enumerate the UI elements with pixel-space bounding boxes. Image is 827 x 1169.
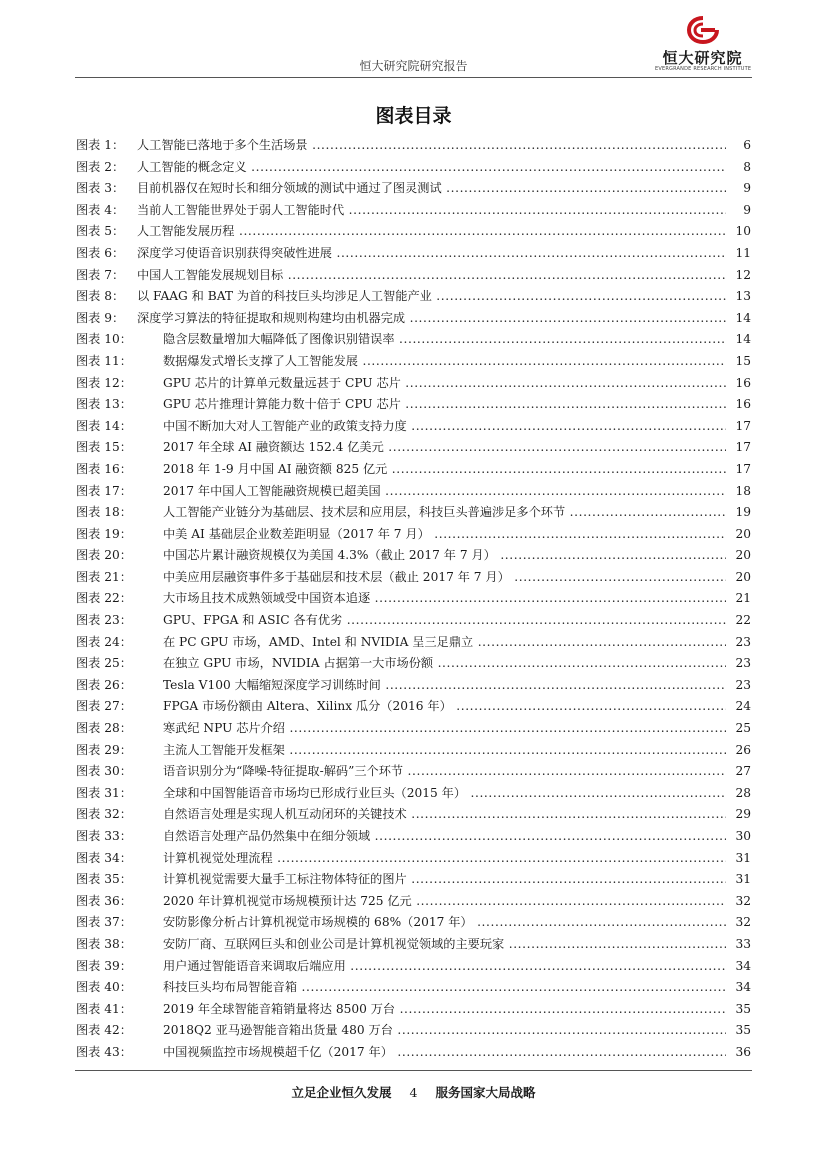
toc-entry[interactable]: [75, 632, 752, 654]
toc-entry-page: 21: [733, 588, 751, 610]
toc-entry-title: 2020 年计算机视觉市场规模预计达 725 亿元 .....: [163, 891, 726, 913]
toc-entry[interactable]: [75, 394, 752, 416]
toc-entry-title: 科技巨头均布局智能音箱 .....: [163, 977, 726, 999]
toc-entry-label: 图表 34：: [76, 850, 132, 865]
toc-entry-label: 图表 43：: [76, 1044, 132, 1059]
toc-entry[interactable]: [75, 1042, 752, 1064]
toc-entry-page: 32: [733, 912, 751, 934]
toc-entry-label: 图表 1：: [76, 138, 125, 152]
toc-entry-page: 13: [733, 286, 751, 308]
evergrande-logo-icon: [686, 16, 720, 46]
toc-entry-title: 自然语言处理产品仍然集中在细分领域 .....: [163, 826, 726, 848]
toc-entry-page: 23: [733, 675, 751, 697]
toc-entry-page: 8: [741, 157, 751, 179]
toc-entry-page: 23: [733, 653, 751, 675]
toc-entry[interactable]: [75, 243, 752, 265]
toc-entry-page: 33: [733, 934, 751, 956]
toc-entry-page: 30: [733, 826, 751, 848]
toc-entry[interactable]: [75, 178, 752, 200]
toc-entry-title: 2019 年全球智能音箱销量将达 8500 万台 .....: [163, 999, 726, 1021]
toc-entry-page: 34: [733, 956, 751, 978]
toc-entry-title: 用户通过智能语音来调取后端应用 .....: [163, 956, 726, 978]
toc-entry[interactable]: [75, 157, 752, 179]
toc-entry-label: 图表 42：: [76, 1023, 132, 1038]
toc-entry-label: 图表 19：: [76, 526, 132, 541]
footer-divider: [75, 1070, 752, 1071]
toc-entry-title: 中美应用层融资事件多于基础层和技术层（截止 2017 年 7 月） .....: [163, 567, 726, 589]
toc-entry-label: 图表 36：: [76, 893, 132, 908]
toc-entry-page: 31: [733, 848, 751, 870]
toc-entry[interactable]: [75, 588, 752, 610]
toc-entry-label: 图表 15：: [76, 440, 132, 455]
toc-entry-title: 自然语言处理是实现人机互动闭环的关键技术 .....: [163, 804, 726, 826]
toc-entry[interactable]: [75, 675, 752, 697]
toc-entry-title: 中美 AI 基础层企业数差距明显（2017 年 7 月） .....: [163, 524, 726, 546]
toc-entry-title: Tesla V100 大幅缩短深度学习训练时间 .....: [163, 675, 726, 697]
toc-entry-page: 15: [733, 351, 751, 373]
toc-entry-page: 17: [733, 437, 751, 459]
toc-entry-title: 当前人工智能世界处于弱人工智能时代 .....: [137, 200, 726, 222]
toc-entry-title: 在独立 GPU 市场，NVIDIA 占据第一大市场份额 .....: [163, 653, 726, 675]
toc-entry-page: 34: [733, 977, 751, 999]
toc-entry-label: 图表 32：: [76, 807, 132, 822]
header-divider: [75, 77, 752, 78]
toc-entry-title: 以 FAAG 和 BAT 为首的科技巨头均涉足人工智能产业 .....: [137, 286, 726, 308]
toc-entry-page: 18: [733, 481, 751, 503]
toc-entry-label: 图表 31：: [76, 785, 132, 800]
toc-entry-title: 目前机器仅在短时长和细分领域的测试中通过了图灵测试 .....: [137, 178, 726, 200]
logo-subtitle: EVERGRANDE RESEARCH INSTITUTE: [655, 66, 752, 72]
toc-entry-title: 计算机视觉处理流程 .....: [163, 848, 726, 870]
toc-entry-label: 图表 16：: [76, 461, 132, 476]
toc-entry-title: FPGA 市场份额由 Altera、Xilinx 瓜分（2016 年） .....: [163, 696, 726, 718]
toc-entry-title: 在 PC GPU 市场，AMD、Intel 和 NVIDIA 呈三足鼎立 .....: [163, 632, 726, 654]
toc-entry-label: 图表 7：: [76, 267, 125, 282]
toc-entry[interactable]: [75, 502, 752, 524]
toc-entry-label: 图表 28：: [76, 721, 132, 736]
toc-entry-title: 2017 年全球 AI 融资额达 152.4 亿美元 .....: [163, 437, 726, 459]
toc-entry[interactable]: [75, 545, 752, 567]
toc-entry[interactable]: [75, 135, 752, 157]
toc-entry-title: 人工智能产业链分为基础层、技术层和应用层，科技巨头普遍涉足多个环节 .....: [163, 502, 726, 524]
toc-entry[interactable]: [75, 437, 752, 459]
toc-entry-title: 安防影像分析占计算机视觉市场规模的 68%（2017 年） .....: [163, 912, 726, 934]
toc-entry-label: 图表 29：: [76, 742, 132, 757]
toc-entry-title: 人工智能的概念定义 .....: [137, 157, 726, 179]
toc-entry-label: 图表 24：: [76, 634, 132, 649]
toc-entry[interactable]: [75, 567, 752, 589]
toc-entry-title: 中国人工智能发展规划目标 .....: [137, 265, 726, 287]
toc-entry-label: 图表 10：: [76, 332, 132, 347]
toc-entry-title: 寒武纪 NPU 芯片介绍 .....: [163, 718, 726, 740]
toc-entry-label: 图表 2：: [76, 159, 125, 174]
toc-entry-page: 6: [741, 135, 751, 157]
toc-entry-page: 16: [733, 394, 751, 416]
toc-entry-page: 14: [733, 308, 751, 330]
toc-entry-page: 25: [733, 718, 751, 740]
toc-entry-title: 人工智能发展历程 .....: [137, 221, 726, 243]
toc-entry[interactable]: [75, 481, 752, 503]
toc-entry-page: 31: [733, 869, 751, 891]
toc-entry-page: 19: [733, 502, 751, 524]
toc-entry[interactable]: [75, 934, 752, 956]
toc-entry-page: 36: [733, 1042, 751, 1064]
toc-entry[interactable]: [75, 956, 752, 978]
toc-entry[interactable]: [75, 459, 752, 481]
toc-entry-label: 图表 12：: [76, 375, 132, 390]
toc-entry[interactable]: [75, 783, 752, 805]
toc-entry-label: 图表 25：: [76, 656, 132, 671]
toc-entry-title: 数据爆发式增长支撑了人工智能发展 .....: [163, 351, 726, 373]
toc-entry-page: 28: [733, 783, 751, 805]
toc-entry-label: 图表 39：: [76, 958, 132, 973]
toc-entry[interactable]: [75, 286, 752, 308]
toc-entry[interactable]: [75, 761, 752, 783]
toc-entry-title: 语音识别分为“降噪-特征提取-解码”三个环节 .....: [163, 761, 726, 783]
toc-entry-title: 隐含层数量增加大幅降低了图像识别错误率 .....: [163, 329, 726, 351]
toc-entry[interactable]: [75, 200, 752, 222]
toc-entry[interactable]: [75, 329, 752, 351]
toc-entry-title: 深度学习算法的特征提取和规则构建均由机器完成 .....: [137, 308, 726, 330]
toc-entry-page: 20: [733, 567, 751, 589]
footer-motto-right: 服务国家大局战略: [435, 1085, 536, 1100]
toc-entry-page: 20: [733, 524, 751, 546]
toc-entry-page: 29: [733, 804, 751, 826]
toc-entry[interactable]: [75, 977, 752, 999]
toc-entry-page: 10: [733, 221, 751, 243]
toc-entry-label: 图表 33：: [76, 829, 132, 843]
toc-entry-label: 图表 9：: [76, 310, 125, 325]
footer: [0, 1083, 827, 1101]
toc-entry[interactable]: [75, 718, 752, 740]
toc-entry[interactable]: [75, 610, 752, 632]
toc-entry-page: 9: [741, 200, 751, 222]
toc-entry-label: 图表 35：: [76, 872, 132, 887]
toc-entry-label: 图表 37：: [76, 915, 132, 930]
toc-entry[interactable]: [75, 869, 752, 891]
toc-entry-page: 26: [733, 740, 751, 762]
toc-entry-label: 图表 40：: [76, 980, 132, 995]
toc-entry-title: 2018Q2 亚马逊智能音箱出货量 480 万台 .....: [163, 1020, 726, 1042]
toc-entry-title: 深度学习使语音识别获得突破性进展 .....: [137, 243, 726, 265]
toc-entry-label: 图表 3：: [76, 181, 125, 196]
logo-name: 恒大研究院: [662, 49, 743, 67]
toc-entry-label: 图表 17：: [76, 483, 132, 498]
toc-entry-title: 人工智能已落地于多个生活场景 .....: [137, 135, 726, 157]
toc-entry-page: 23: [733, 632, 751, 654]
toc-entry-page: 35: [733, 999, 751, 1021]
toc-entry[interactable]: [75, 804, 752, 826]
toc-entry-label: 图表 38：: [76, 936, 132, 951]
toc-entry-label: 图表 13：: [76, 397, 132, 412]
toc-entry-page: 35: [733, 1020, 751, 1042]
toc-entry[interactable]: [75, 740, 752, 762]
toc-entry-label: 图表 27：: [76, 699, 132, 714]
toc-entry-label: 图表 22：: [76, 591, 132, 606]
toc-entry-title: 大市场且技术成熟领域受中国资本追逐 .....: [163, 588, 726, 610]
toc-entry-title: GPU 芯片推理计算能力数十倍于 CPU 芯片 .....: [163, 394, 726, 416]
toc-entry-label: 图表 6：: [76, 245, 125, 260]
toc-entry[interactable]: [75, 1020, 752, 1042]
toc-entry[interactable]: [75, 653, 752, 675]
toc-entry-label: 图表 23：: [76, 613, 132, 628]
toc-entry-label: 图表 20：: [76, 548, 132, 563]
toc-entry-title: 2018 年 1-9 月中国 AI 融资额 825 亿元 .....: [163, 459, 726, 481]
toc-entry-page: 11: [733, 243, 751, 265]
toc-entry[interactable]: [75, 826, 752, 848]
toc-entry[interactable]: [75, 373, 752, 395]
toc-entry-title: 中国不断加大对人工智能产业的政策支持力度 .....: [163, 416, 726, 438]
toc-entry-label: 图表 11：: [76, 353, 132, 368]
toc-entry-page: 9: [741, 178, 751, 200]
toc-entry-label: 图表 18：: [76, 505, 132, 520]
toc-entry-title: 计算机视觉需要大量手工标注物体特征的图片 .....: [163, 869, 726, 891]
toc-entry-label: 图表 21：: [76, 569, 132, 584]
toc-entry-label: 图表 41：: [76, 1001, 132, 1016]
toc-entry-page: 17: [733, 459, 751, 481]
toc-entry-page: 24: [733, 696, 751, 718]
toc-entry[interactable]: [75, 696, 752, 718]
toc-entry-label: 图表 5：: [76, 224, 125, 239]
toc-entry-label: 图表 30：: [76, 764, 132, 779]
toc-entry-label: 图表 26：: [76, 677, 132, 692]
toc-entry-page: 27: [733, 761, 751, 783]
toc-entry-page: 22: [733, 610, 751, 632]
footer-motto-left: 立足企业恒久发展: [291, 1085, 392, 1100]
page-number: 4: [409, 1085, 418, 1100]
toc-entry[interactable]: [75, 912, 752, 934]
table-of-figures: [75, 135, 752, 1064]
toc-entry-page: 16: [733, 373, 751, 395]
report-header: 恒大研究院研究报告: [359, 59, 468, 73]
toc-entry-title: GPU、FPGA 和 ASIC 各有优劣 .....: [163, 610, 726, 632]
toc-entry-page: 17: [733, 416, 751, 438]
toc-entry[interactable]: [75, 524, 752, 546]
toc-entry-title: 中国芯片累计融资规模仅为美国 4.3%（截止 2017 年 7 月） .....: [163, 545, 726, 567]
toc-entry-label: 图表 8：: [76, 289, 125, 304]
toc-entry-page: 32: [733, 891, 751, 913]
toc-entry[interactable]: [75, 891, 752, 913]
toc-entry-label: 图表 14：: [76, 418, 132, 433]
toc-entry[interactable]: [75, 999, 752, 1021]
toc-entry-page: 20: [733, 545, 751, 567]
toc-entry-title: 全球和中国智能语音市场均已形成行业巨头（2015 年） .....: [163, 783, 726, 805]
toc-entry-label: 图表 4：: [76, 202, 125, 217]
toc-entry-page: 12: [733, 265, 751, 287]
toc-entry[interactable]: [75, 221, 752, 243]
toc-entry-title: GPU 芯片的计算单元数量远甚于 CPU 芯片 .....: [163, 373, 726, 395]
toc-entry[interactable]: [75, 308, 752, 330]
toc-entry-title: 主流人工智能开发框架 .....: [163, 740, 726, 762]
toc-entry-title: 2017 年中国人工智能融资规模已超美国 .....: [163, 481, 726, 503]
toc-entry[interactable]: [75, 416, 752, 438]
toc-entry-title: 中国视频监控市场规模超千亿（2017 年） .....: [163, 1042, 726, 1064]
toc-entry-title: 安防厂商、互联网巨头和创业公司是计算机视觉领域的主要玩家 .....: [163, 934, 726, 956]
toc-entry-page: 14: [733, 329, 751, 351]
toc-entry[interactable]: [75, 848, 752, 870]
toc-entry[interactable]: [75, 351, 752, 373]
toc-entry[interactable]: [75, 265, 752, 287]
page-title: 图表目录: [375, 105, 452, 127]
